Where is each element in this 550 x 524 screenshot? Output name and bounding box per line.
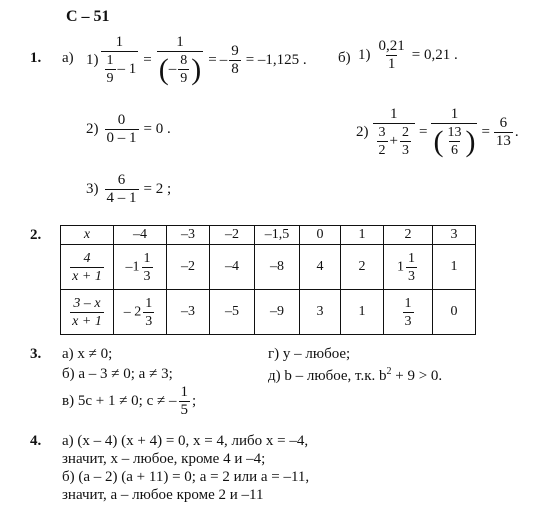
header-cell: –2 [210, 226, 255, 245]
task1-b-label: б) [338, 50, 351, 66]
task4-line: значит, x – любое, кроме 4 и –4; [62, 451, 266, 467]
task4-number: 4. [30, 433, 42, 449]
table-cell: –8 [255, 245, 300, 290]
task4-line: а) (x – 4) (x + 4) = 0, x = 4, либо x = –4, [62, 433, 309, 449]
task3-g: г) y – любое; [268, 346, 351, 362]
table-cell: 2 [341, 245, 384, 290]
section-heading: С – 51 [66, 8, 110, 25]
task1-a3-expression: 3) $\frac{6}{4 - 1}$ = 2 ; [86, 172, 172, 206]
task3-v: в) 5c + 1 ≠ 0; c ≠ – $\frac{1}{5}$ ; [62, 384, 197, 418]
task1-a2-expression: 2) $\frac{0}{0 - 1}$ = 0 . [86, 112, 171, 146]
task3-b: б) a – 3 ≠ 0; a ≠ 3; [62, 366, 173, 382]
table-header-row [61, 226, 476, 245]
table-cell: –3 [167, 290, 210, 335]
task1-a1-fraction3: $\frac{9}{8}$ [231, 43, 239, 77]
task1-b1-expression: 1) $\frac{0,21}{1}$ = 0,21 . [358, 38, 458, 72]
table-cell: 4 [300, 245, 341, 290]
table-cell: – 2 $\frac{1}{3}$ [114, 290, 167, 335]
table-cell: –5 [210, 290, 255, 335]
table-row-2 [61, 290, 476, 335]
task1-a1-expression: 1) 1 $\frac{1}{9}$ – 1 = 1 ( – $\frac{8}{9}$ ) = – $\frac{9}{8}$ = –1,125 . [86, 34, 307, 86]
header-cell: –4 [114, 226, 167, 245]
task2-number: 2. [30, 227, 42, 243]
table-cell: 1 [433, 245, 476, 290]
header-cell: 0 [300, 226, 341, 245]
row1-label-cell: $\frac{4}{x + 1}$ [61, 245, 114, 290]
table-cell: –9 [255, 290, 300, 335]
table-row-1 [61, 245, 476, 290]
task1-a-label: а) [62, 50, 74, 66]
table-cell: 1 $\frac{1}{3}$ [384, 245, 433, 290]
task1-number: 1. [30, 50, 42, 66]
table-cell: 0 [433, 290, 476, 335]
table-cell: 1 [341, 290, 384, 335]
header-cell: 1 [341, 226, 384, 245]
header-cell: –3 [167, 226, 210, 245]
header-cell: 2 [384, 226, 433, 245]
table-cell: $\frac{1}{3}$ [384, 290, 433, 335]
task4-line: б) (a – 2) (a + 11) = 0; a = 2 или a = –11, [62, 469, 310, 485]
header-cell: 3 [433, 226, 476, 245]
task3-number: 3. [30, 346, 42, 362]
task3-d: д) b – любое, т.к. $b^2 + 9 > 0$. [268, 366, 443, 384]
task3-a: а) x ≠ 0; [62, 346, 113, 362]
table-cell: –1 $\frac{1}{3}$ [114, 245, 167, 290]
header-cell: x [61, 226, 114, 245]
table-cell: –4 [210, 245, 255, 290]
task1-b2-expression: 2) 1 $\frac{3}{2}$ + $\frac{2}{3}$ = 1 ( $\frac{13}{6}$ ) = $\frac{6}{13}$ . [356, 106, 519, 158]
task1-a1-fraction2: 1 ( – $\frac{8}{9}$ ) [158, 34, 202, 86]
row2-label-cell: $\frac{3 - x}{x + 1}$ [61, 290, 114, 335]
table-cell: 3 [300, 290, 341, 335]
task1-a1-fraction1: 1 $\frac{1}{9}$ – 1 [101, 34, 139, 87]
header-cell: –1,5 [255, 226, 300, 245]
task4-line: значит, a – любое кроме 2 и –11 [62, 487, 264, 503]
values-table [60, 225, 476, 335]
table-cell: –2 [167, 245, 210, 290]
task1-a1-label: 1) [86, 52, 99, 68]
